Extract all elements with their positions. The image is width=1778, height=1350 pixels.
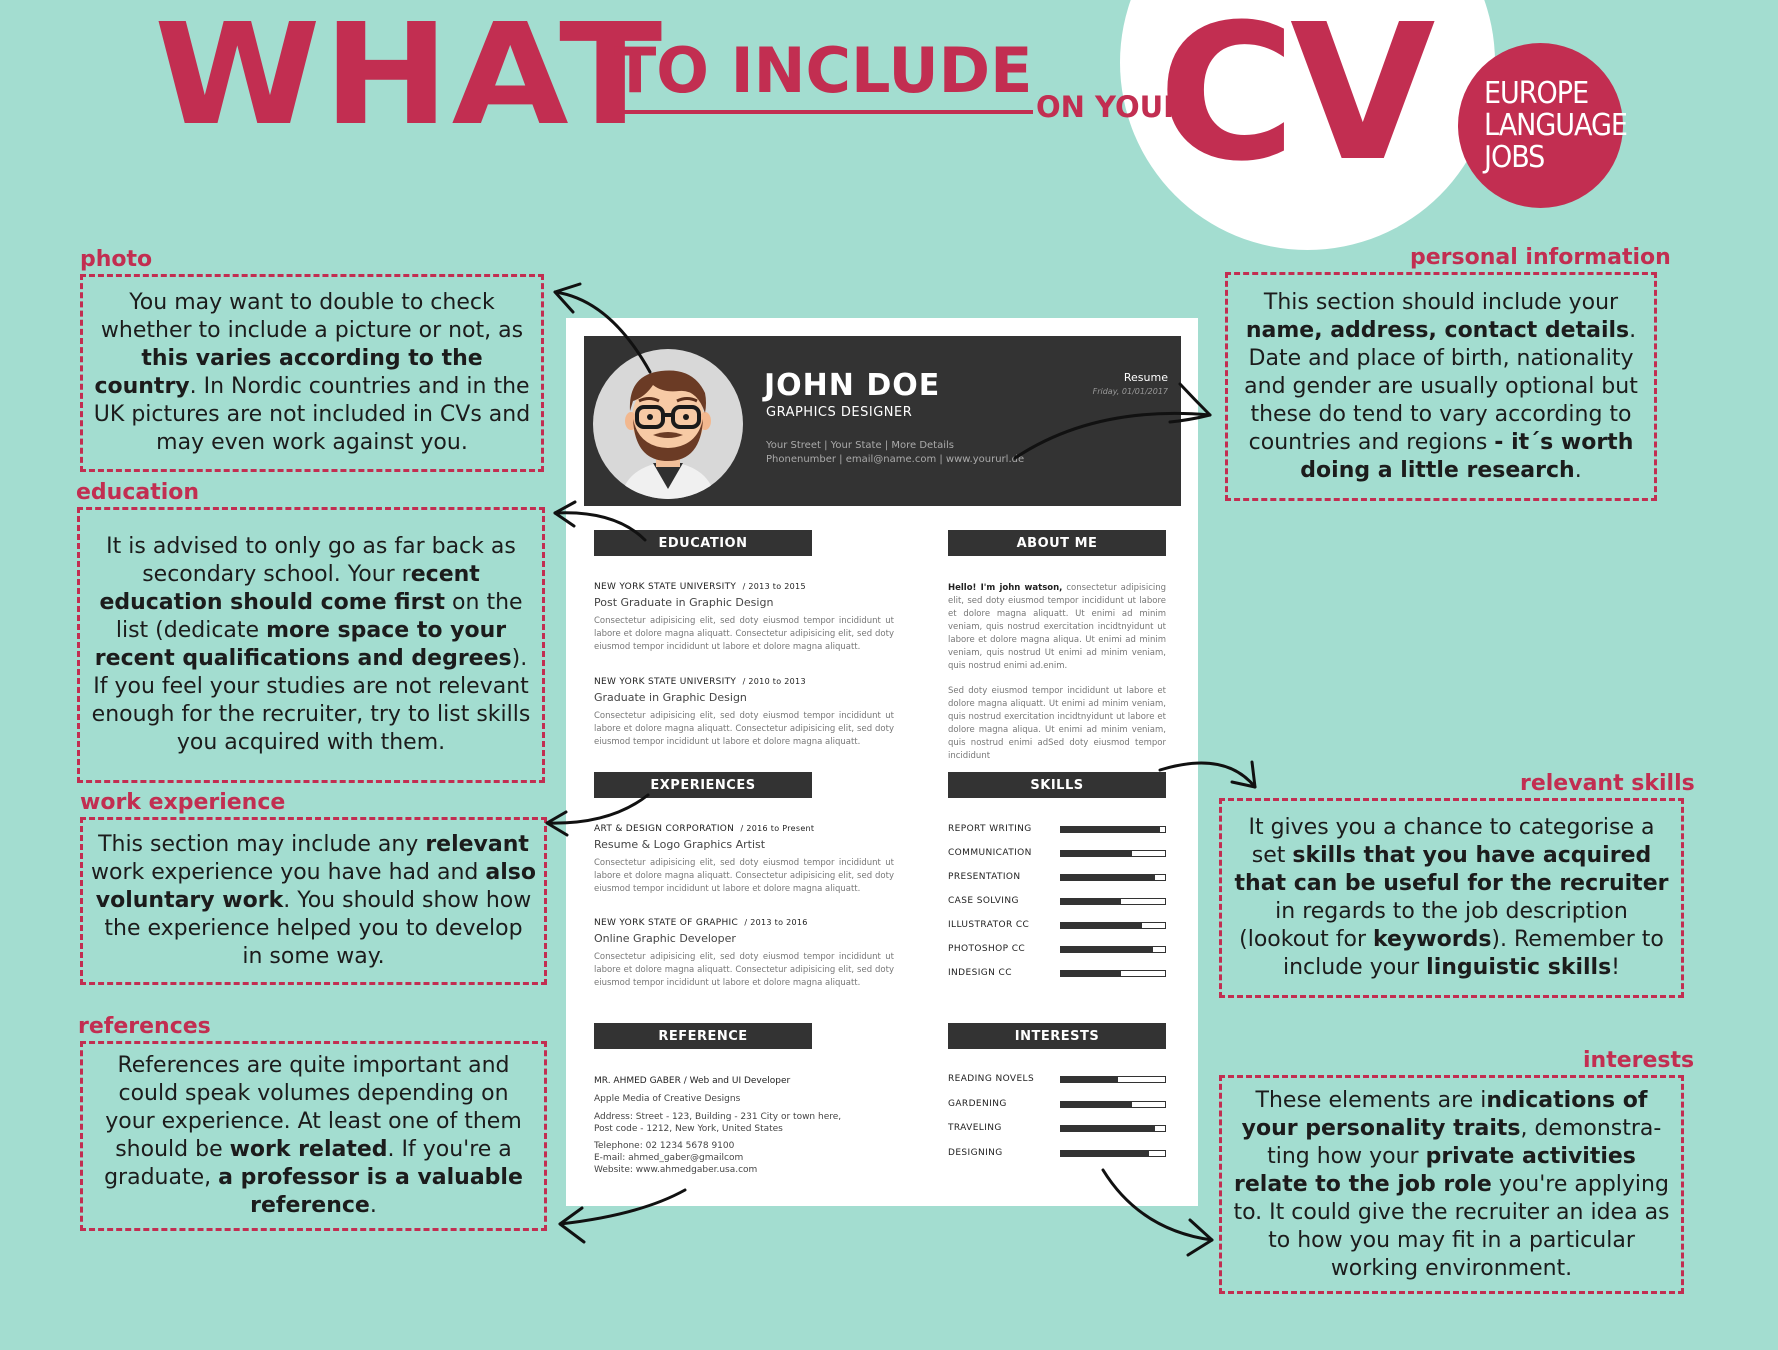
arrow-work-experience xyxy=(547,795,648,823)
skill-name: CASE SOLVING xyxy=(948,896,1019,906)
work-experience-label: work experience xyxy=(80,790,286,815)
skill-name: DESIGNING xyxy=(948,1147,1003,1158)
arrow-interests xyxy=(1103,1170,1212,1240)
skill-name: PHOTOSHOP CC xyxy=(948,944,1026,954)
arrow-education xyxy=(555,513,645,540)
skill-name: INDESIGN CC xyxy=(948,968,1012,978)
logo-line-3: JOBS xyxy=(1484,139,1545,175)
resume-experience-entry-2: NEW YORK STATE OF GRAPHIC / 2013 to 2016 Online Graphic Developer Consectetur adipisicing elit, sed doty eiusmod tempor incididunt ut labore et dolore magna aliquatt. Consectetur adipisicing elit, sed doty eiusmod tempor incididunt ut labore et dolore magna aliquatt. xyxy=(594,918,894,988)
skill-name: COMMUNICATION xyxy=(948,848,1032,858)
personal-information-label: personal information xyxy=(1410,245,1671,270)
skill-name: GARDENING xyxy=(948,1098,1007,1109)
references-callout: References are quite important and could speak volumes depending on your experience. At least one of them should be work related. If you're a graduate, a professor is a valuable reference. xyxy=(80,1041,547,1231)
title-on-your: ON YOUR xyxy=(1036,90,1186,124)
resume-about-text: Hello! I'm john watson, consectetur adipisicing elit, sed doty eiusmod tempor incididunt ut labore et dolore magna aliquatt. Ut enimi ad minim veniam, quis nostrud exercitation incidtnyidunt ut labore et dolore magna aliqua. Ut enimi ad minim veniam, quis nostrud Ut enimi ad minim veniam, quis nostrud enimi ad.enim. Sed doty eiusmod tempor incididunt ut labore et dolore magna aliquatt. Ut enimi ad minim veniam, quis nostrud exercitation incidtnyidunt ut labore et dolore magna aliqua. Ut enimi ad minim veniam, quis nostrud enimi adSed doty eiusmod tempor incididunt xyxy=(948,583,1167,761)
relevant-skills-callout: It gives you a chance to categorise a set skills that you have acquired that can be useful for the recruiter in regards to the job description (lookout for keywords). Remember to include your linguistic skills! xyxy=(1219,798,1684,998)
photo-callout: You may want to double to check whether to include a picture or not, as this varies according to the country. In Nordic countries and in the UK pictures are not included in CVs and may even work against you. xyxy=(80,274,544,472)
resume-education-entry-1: NEW YORK STATE UNIVERSITY / 2013 to 2015 Post Graduate in Graphic Design Consectetur adipisicing elit, sed doty eiusmod tempor incididunt ut labore et dolore magna aliquatt. Consectetur adipisicing elit, sed doty eiusmod tempor incididunt ut labore et dolore magna aliquatt. xyxy=(594,582,894,652)
references-label: references xyxy=(78,1014,211,1039)
resume-section-reference: REFERENCE xyxy=(594,1023,812,1049)
relevant-skills-label: relevant skills xyxy=(1520,771,1695,796)
interests-callout: These elements are indications of your personality traits, demonstra-ting how your private activities relate to the job role you're applying to. It could give the recruiter an idea as to how you may fit in a particular working environment. xyxy=(1219,1075,1684,1294)
resume-section-interests: INTERESTS xyxy=(948,1023,1166,1049)
title-to-include: TO INCLUDE xyxy=(614,40,1033,114)
arrow-references xyxy=(560,1190,685,1224)
title-cv: CV xyxy=(1158,0,1430,203)
resume-label: Resume xyxy=(1123,371,1168,384)
education-callout: It is advised to only go as far back as secondary school. Your recent education should come first on the list (dedicate more space to your recent qualifications and degrees). If you feel your studies are not relevant enough for the recruiter, try to list skills you acquired with them. xyxy=(77,507,545,783)
logo-line-1: EUROPE xyxy=(1484,75,1589,111)
title-what: WHAT xyxy=(154,0,665,157)
skill-name: ILLUSTRATOR CC xyxy=(948,920,1030,930)
resume-contact-line: Phonenumber | email@name.com | www.yoururl.de xyxy=(766,454,1025,465)
education-label: education xyxy=(76,480,200,505)
resume-address-line: Your Street | Your State | More Details xyxy=(766,440,954,451)
resume-education-entry-2: NEW YORK STATE UNIVERSITY / 2010 to 2013 Graduate in Graphic Design Consectetur adipisicing elit, sed doty eiusmod tempor incididunt ut labore et dolore magna aliquatt. Consectetur adipisicing elit, sed doty eiusmod tempor incididunt ut labore et dolore magna aliquatt. xyxy=(594,677,894,747)
resume-name: JOHN DOE xyxy=(764,368,941,403)
resume-reference-block: MR. AHMED GABER / Web and UI Developer Apple Media of Creative Designs Address: Street - 123, Building - 231 City or town here, Post code - 1212, New York, United States Telephone: 02 1234 5678 9100 E-mail: ahmed_gaber@gmailcom Website: www.ahmedgaber.usa.com xyxy=(594,1076,842,1175)
skill-name: TRAVELING xyxy=(948,1123,1002,1133)
personal-information-callout: This section should include your name, address, contact details. Date and place of birth, nationality and gender are usually optional but these do tend to vary according to countries and regions - it´s worth doing a little research. xyxy=(1225,272,1657,501)
interests-label: interests xyxy=(1583,1048,1695,1073)
arrow-photo xyxy=(555,292,650,372)
resume-experience-entry-1: ART & DESIGN CORPORATION / 2016 to Present Resume & Logo Graphics Artist Consectetur adipisicing elit, sed doty eiusmod tempor incididunt ut labore et dolore magna aliquatt. Consectetur adipisicing elit, sed doty eiusmod tempor incididunt ut labore et dolore magna aliquatt. xyxy=(594,824,894,894)
skill-name: READING NOVELS xyxy=(948,1074,1035,1084)
skill-name: PRESENTATION xyxy=(948,872,1021,882)
resume-date: Friday, 01/01/2017 xyxy=(1092,387,1168,396)
resume-job-title: GRAPHICS DESIGNER xyxy=(766,405,913,420)
photo-label: photo xyxy=(80,247,153,272)
resume-section-skills: SKILLS xyxy=(948,772,1166,798)
skill-name: REPORT WRITING xyxy=(948,824,1032,834)
work-experience-callout: This section may include any relevant work experience you have had and also voluntary work. You should show how the experience helped you to develop in some way. xyxy=(80,817,547,985)
resume-section-education: EDUCATION xyxy=(594,530,812,556)
logo-line-2: LANGUAGE xyxy=(1484,107,1627,143)
resume-section-about-me: ABOUT ME xyxy=(948,530,1166,556)
resume-section-experiences: EXPERIENCES xyxy=(594,772,812,798)
